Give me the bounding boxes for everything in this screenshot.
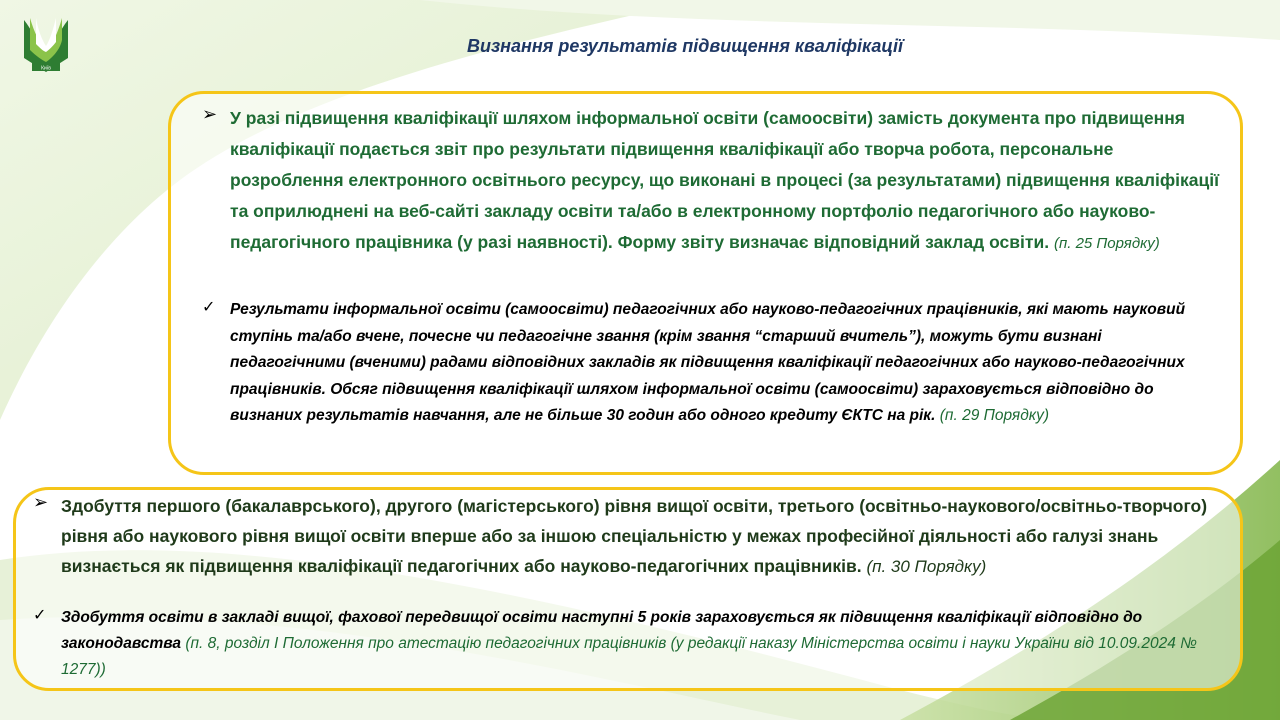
check-icon: ✓ [202, 299, 216, 316]
page-title: Визнання результатів підвищення кваліфікації [466, 36, 904, 56]
bullet-informal-report [202, 103, 1222, 259]
check-text [202, 297, 1202, 430]
reference: (п. 29 Порядку) [939, 407, 1049, 424]
arrow-bullet-icon: ➢ [33, 492, 49, 512]
bullet-body: У разі підвищення кваліфікації шляхом інформальної освіти (самоосвіти) замість документа про підвищення кваліфікації подається звіт про результати підвищення кваліфікації або творча робота, персональне розроблення електронного освітнього ресурсу, що виконані в процесі (за результатами) підвищення кваліфікації та оприлюднені на веб-сайті закладу освіти та/або в електронному портфоліо педагогічного або науково-педагогічного працівника (у разі наявності). Форму звіту визначає відповідний заклад освіти. [230, 108, 1220, 252]
check-icon: ✓ [33, 607, 47, 624]
reference: (п. 30 Порядку) [866, 557, 987, 576]
check-text [33, 605, 1213, 683]
check-body: Здобуття освіти в закладі вищої, фахової передвищої освіти наступні 5 років зараховується як підвищення кваліфікації відповідно до законодавства [61, 609, 1143, 652]
check-higher-education-credit [33, 605, 1213, 683]
reference: (п. 25 Порядку) [1053, 235, 1160, 252]
bullet-text [202, 103, 1222, 259]
check-informal-recognition [202, 297, 1202, 430]
bullet-text [33, 491, 1213, 582]
bullet-body: Здобуття першого (бакалаврського), другого (магістерського) рівня вищої освіти, третього (освітньо-наукового/освітньо-творчого) рівня або наукового рівня вищої освіти вперше або за іншою спеціальністю у межах професійної діяльності або галузі знань визнається як підвищення кваліфікації педагогічних або науково-педагогічних працівників. [61, 496, 1208, 576]
svg-text:Київ: Київ [41, 65, 51, 72]
arrow-bullet-icon: ➢ [202, 104, 218, 124]
check-body: Результати інформальної освіти (самоосвіти) педагогічних або науково-педагогічних працівників, які мають науковий ступінь та/або вчене, почесне чи педагогічне звання (крім звання “старший вчитель”), можуть бути визнані педагогічними (вченими) радами відповідних закладів як підвищення кваліфікації педагогічних або науково-педагогічних працівників. Обсяг підвищення кваліфікації шляхом інформальної освіти (самоосвіти) зараховується відповідно до визнаних результатів навчання, але не більше 30 годин або одного кредиту ЄКТС на рік. [230, 301, 1186, 424]
reference: (п. 8, розділ І Положення про атестацію педагогічних працівників (у редакції наказу Міністерства освіти і науки України від 10.09.2024 № 1277)) [61, 635, 1197, 678]
bullet-higher-education [33, 491, 1213, 582]
